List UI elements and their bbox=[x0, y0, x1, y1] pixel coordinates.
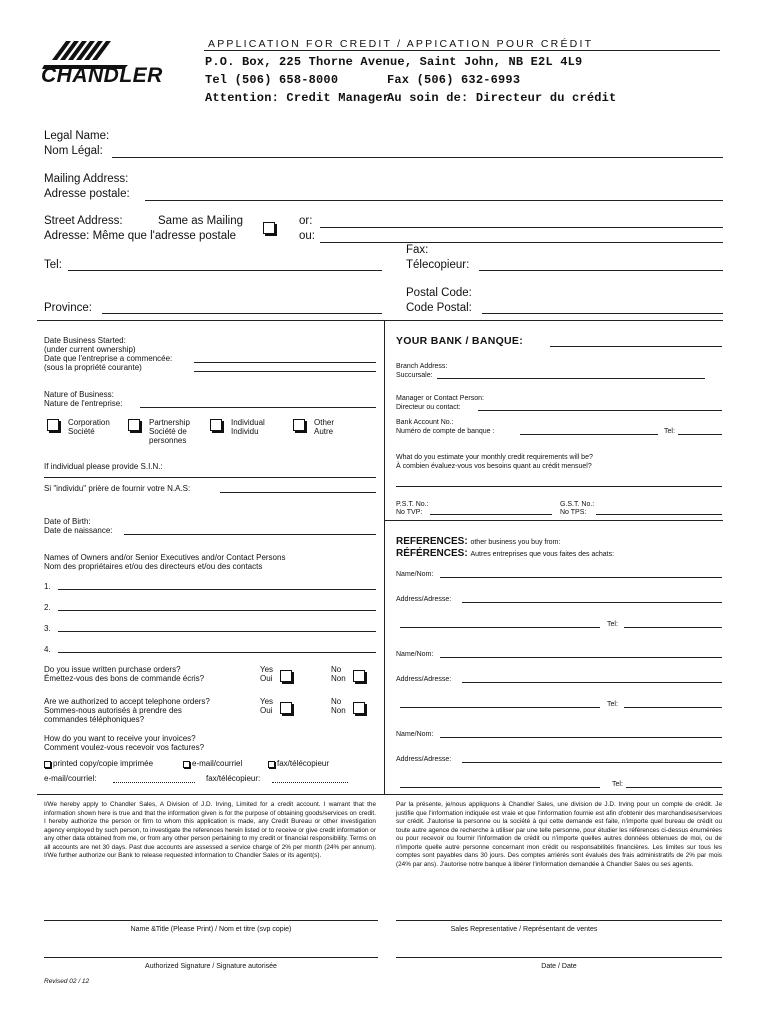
same-as-mailing-label: Same as Mailing bbox=[158, 215, 244, 227]
fax-field-label: fax/télécopieur: bbox=[206, 774, 261, 783]
po-yes-checkbox[interactable] bbox=[280, 670, 292, 682]
ref2-name-label: Name/Nom: bbox=[396, 651, 434, 658]
date-started-field-2[interactable] bbox=[194, 371, 376, 372]
tvp-label: No TVP: bbox=[396, 509, 423, 516]
fax-option-checkbox[interactable] bbox=[268, 761, 275, 768]
gst-field[interactable] bbox=[596, 514, 722, 515]
po-question-fr: Émettez-vous des bons de commande écris? bbox=[44, 674, 205, 683]
owner-3-number: 3. bbox=[44, 624, 51, 633]
ref2-name-field[interactable] bbox=[440, 657, 722, 658]
references-subheading-fr: Autres entreprises que vous faites des achats: bbox=[470, 551, 615, 558]
manager-label: Manager or Contact Person: bbox=[396, 395, 484, 402]
bank-tel-label: Tel: bbox=[664, 428, 675, 435]
sin-field[interactable] bbox=[44, 477, 376, 478]
legal-text-fr: Par la présente, je/nous appliquons à Chandler Sales, une division de J.D. Irving pour un compte de crédit. Je justifie que l'information indiquée est vraie et que l'information fournie est afin d'obtenir des marchandises/services sur crédit. J'autorise la personne ou la société à qui cette demande est faite, n'importe quel bureau de crédit ou toute autre agence de recherche à utiliser par une telle personne, pour étudier les références ci-dessus énumérées ou pour recevoir ou fournir l'information de crédit ou n'importe quelles autres données obtenues de moi, ou de n'importe quelle autre personne concernant mon crédit ou responsabilités financières. Les limites sur tous les comptes sont payables dans 30 jours. Des comptes arriérés sont évalués des frais administratifs de 2% par mois (24% par ans). J'autorise notre banque à libérer l'information demandée à Chandler Sales ou ses agents. bbox=[396, 801, 722, 868]
dob-label-fr: Date de naissance: bbox=[44, 526, 113, 535]
phone-orders-question-fr2: commandes téléphoniques? bbox=[44, 715, 145, 724]
fax-label-fr: Télecopieur: bbox=[406, 259, 470, 271]
owners-label: Names of Owners and/or Senior Executives and/or Contact Persons bbox=[44, 553, 286, 562]
province-field[interactable] bbox=[102, 313, 382, 314]
ref3-address-label: Address/Adresse: bbox=[396, 756, 452, 763]
branch-label-fr: Succursale: bbox=[396, 372, 433, 379]
po-question: Do you issue written purchase orders? bbox=[44, 665, 181, 674]
individual-checkbox[interactable] bbox=[210, 419, 222, 431]
branch-label: Branch Address: bbox=[396, 363, 448, 370]
bank-title: YOUR BANK / BANQUE: bbox=[396, 335, 524, 347]
street-alt-field-2[interactable] bbox=[320, 242, 723, 243]
title-underline bbox=[204, 50, 720, 51]
dob-field[interactable] bbox=[124, 534, 376, 535]
po-yes-label: Yes bbox=[260, 665, 274, 674]
sales-rep-caption: Sales Representative / Représentant de ventes bbox=[450, 926, 598, 933]
signature-caption: Authorized Signature / Signature autorisée bbox=[145, 963, 277, 970]
nature-label-fr: Nature de l'entreprise: bbox=[44, 399, 123, 408]
date-started-field[interactable] bbox=[194, 362, 376, 363]
invoice-question-fr: Comment voulez-vous recevoir vos factures? bbox=[44, 743, 205, 752]
revision-note: Revised 02 / 12 bbox=[44, 978, 90, 985]
ref3-address-field-2[interactable] bbox=[400, 787, 600, 788]
corporation-checkbox[interactable] bbox=[47, 419, 59, 431]
ref2-address-field-2[interactable] bbox=[400, 707, 600, 708]
owner-4-number: 4. bbox=[44, 645, 51, 654]
account-field[interactable] bbox=[520, 434, 658, 435]
email-field[interactable] bbox=[113, 782, 195, 783]
ref1-address-label: Address/Adresse: bbox=[396, 596, 452, 603]
phone-no-label: No bbox=[331, 697, 342, 706]
individual-label: Individual bbox=[231, 418, 265, 427]
owner-3-field[interactable] bbox=[58, 631, 376, 632]
pst-label: P.S.T. No.: bbox=[396, 501, 429, 508]
po-no-checkbox[interactable] bbox=[353, 670, 365, 682]
logo bbox=[38, 38, 188, 88]
fax-label: Fax: bbox=[406, 244, 429, 256]
signature-line[interactable] bbox=[44, 957, 378, 958]
mailing-label: Mailing Address: bbox=[44, 173, 129, 185]
ref3-tel-label: Tel: bbox=[612, 781, 623, 788]
monthly-question-fr: À combien évaluez-vous vos besoins quant au crédit mensuel? bbox=[396, 463, 592, 470]
references-subheading: other business you buy from: bbox=[470, 539, 561, 546]
branch-field[interactable] bbox=[437, 378, 705, 379]
section-divider-right bbox=[384, 520, 723, 521]
ref1-name-label: Name/Nom: bbox=[396, 571, 434, 578]
email-option-label: e-mail/courriel bbox=[192, 759, 243, 768]
ref1-tel-label: Tel: bbox=[607, 621, 618, 628]
street-label: Street Address: bbox=[44, 215, 123, 227]
legal-text-en: I/We hereby apply to Chandler Sales, A Division of J.D. Irving, Limited for a credit account. I warrant that the information shown here is true and that the information given is for the purpose of obtaining goods/services on credit. I hereby authorize the person or firm to whom this application is made, any Credit Bureau or other investigation agency employed by such person, to investigate the references herein listed or to receive or give credit information or any other data obtained from me, or from any other person pertaining to my credit or financial responsibility. Terms on all accounts are net 30 days. Past due accounts are assessed a service charge of 2% per month (24% per annum). I/We further authorize our Bank to release requested information to Chandler Sales or its agent(s). bbox=[44, 801, 376, 859]
po-no-label: No bbox=[331, 665, 342, 674]
fax-option-field[interactable] bbox=[272, 782, 348, 783]
postal-field[interactable] bbox=[482, 313, 723, 314]
pst-field[interactable] bbox=[430, 514, 552, 515]
email-field-label: e-mail/courriel: bbox=[44, 774, 97, 783]
postal-label-fr: Code Postal: bbox=[406, 302, 472, 314]
street-alt-field-1[interactable] bbox=[320, 227, 723, 228]
fax-option-label: fax/télécopieur bbox=[277, 759, 330, 768]
province-label: Province: bbox=[44, 302, 92, 314]
same-as-mailing-checkbox[interactable] bbox=[263, 222, 275, 234]
printed-copy-checkbox[interactable] bbox=[44, 761, 51, 768]
mailing-field[interactable] bbox=[145, 200, 723, 201]
attention-fr: Au soin de: Directeur du crédit bbox=[387, 91, 617, 105]
company-tel: Tel (506) 658-8000 bbox=[205, 73, 339, 87]
date-line[interactable] bbox=[396, 957, 722, 958]
ou-label: ou: bbox=[299, 230, 315, 242]
legal-name-label: Legal Name: bbox=[44, 130, 110, 142]
manager-field[interactable] bbox=[478, 410, 722, 411]
owner-1-field[interactable] bbox=[58, 589, 376, 590]
section-divider-vertical bbox=[384, 320, 385, 794]
nas-label: Si "individu" prière de fournir votre N.A.S: bbox=[44, 484, 191, 493]
tel-label: Tel: bbox=[44, 259, 62, 271]
account-label-fr: Numéro de compte de banque : bbox=[396, 428, 495, 435]
po-non-label: Non bbox=[331, 674, 346, 683]
owner-2-number: 2. bbox=[44, 603, 51, 612]
form-title: APPLICATION FOR CREDIT / APPICATION POUR CRÉDIT bbox=[208, 38, 594, 50]
nas-field[interactable] bbox=[220, 492, 376, 493]
section-divider-top bbox=[37, 320, 723, 321]
invoice-question: How do you want to receive your invoices? bbox=[44, 734, 196, 743]
ref2-address-field[interactable] bbox=[462, 682, 722, 683]
ref3-address-field[interactable] bbox=[462, 762, 722, 763]
company-fax: Fax (506) 632-6993 bbox=[387, 73, 521, 87]
nature-field[interactable] bbox=[140, 407, 376, 408]
ref1-address-field[interactable] bbox=[462, 602, 722, 603]
other-checkbox[interactable] bbox=[293, 419, 305, 431]
or-label: or: bbox=[299, 215, 313, 227]
ref1-name-field[interactable] bbox=[440, 577, 722, 578]
phone-no-checkbox[interactable] bbox=[353, 702, 365, 714]
account-label: Bank Account No.: bbox=[396, 419, 454, 426]
references-heading: REFERENCES: bbox=[396, 536, 468, 547]
partnership-checkbox[interactable] bbox=[128, 419, 140, 431]
attention: Attention: Credit Manager bbox=[205, 91, 391, 105]
partnership-label: Partnership bbox=[149, 418, 190, 427]
company-address: P.O. Box, 225 Thorne Avenue, Saint John, NB E2L 4L9 bbox=[205, 55, 583, 69]
ref3-name-label: Name/Nom: bbox=[396, 731, 434, 738]
logo-wordmark: CHANDLER bbox=[41, 64, 163, 87]
ref1-tel-field[interactable] bbox=[624, 627, 722, 628]
current-ownership-label: (under current ownership) bbox=[44, 345, 136, 354]
phone-orders-question-fr1: Sommes-nous autorisés à prendre des bbox=[44, 706, 182, 715]
street-label-fr: Adresse: Même que l'adresse postale bbox=[44, 230, 237, 242]
gst-label: G.S.T. No.: bbox=[560, 501, 595, 508]
legal-name-label-fr: Nom Légal: bbox=[44, 145, 103, 157]
ref2-tel-field[interactable] bbox=[624, 707, 722, 708]
ref1-address-field-2[interactable] bbox=[400, 627, 600, 628]
ref3-name-field[interactable] bbox=[440, 737, 722, 738]
section-divider-bottom bbox=[37, 794, 723, 795]
po-oui-label: Oui bbox=[260, 674, 273, 683]
references-title-fr bbox=[396, 548, 614, 561]
name-title-line[interactable] bbox=[44, 920, 378, 921]
date-started-label-fr: Date que l'entreprise a commencée: bbox=[44, 354, 173, 363]
fax-field[interactable] bbox=[479, 270, 723, 271]
references-heading-fr: RÉFÉRENCES: bbox=[396, 548, 468, 559]
date-started-label: Date Business Started: bbox=[44, 336, 126, 345]
current-ownership-label-fr: (sous la propriété courante) bbox=[44, 363, 142, 372]
tps-label: No TPS: bbox=[560, 509, 587, 516]
owner-4-field[interactable] bbox=[58, 652, 376, 653]
sales-rep-line[interactable] bbox=[396, 920, 722, 921]
legal-name-field[interactable] bbox=[112, 157, 723, 158]
bank-field[interactable] bbox=[550, 346, 722, 347]
ref2-tel-label: Tel: bbox=[607, 701, 618, 708]
printed-copy-label: printed copy/copie imprimée bbox=[53, 759, 154, 768]
ref2-address-label: Address/Adresse: bbox=[396, 676, 452, 683]
other-label-fr: Autre bbox=[314, 427, 334, 436]
postal-label: Postal Code: bbox=[406, 287, 472, 299]
phone-orders-question: Are we authorized to accept telephone orders? bbox=[44, 697, 210, 706]
other-label: Other bbox=[314, 418, 335, 427]
phone-oui-label: Oui bbox=[260, 706, 273, 715]
tel-field[interactable] bbox=[68, 270, 382, 271]
owner-2-field[interactable] bbox=[58, 610, 376, 611]
email-option-checkbox[interactable] bbox=[183, 761, 190, 768]
date-caption: Date / Date bbox=[541, 963, 577, 970]
partnership-label-fr1: Société de bbox=[149, 427, 187, 436]
corporation-label-fr: Société bbox=[68, 427, 95, 436]
phone-non-label: Non bbox=[331, 706, 346, 715]
owners-label-fr: Nom des propriétaires et/ou des directeurs et/ou des contacts bbox=[44, 562, 263, 571]
dob-label: Date of Birth: bbox=[44, 517, 91, 526]
monthly-question: What do you estimate your monthly credit requirements will be? bbox=[396, 454, 593, 461]
owner-1-number: 1. bbox=[44, 582, 51, 591]
ref3-tel-field[interactable] bbox=[626, 787, 722, 788]
phone-yes-label: Yes bbox=[260, 697, 274, 706]
bank-tel-field[interactable] bbox=[678, 434, 722, 435]
phone-yes-checkbox[interactable] bbox=[280, 702, 292, 714]
sin-label: If individual please provide S.I.N.: bbox=[44, 462, 163, 471]
mailing-label-fr: Adresse postale: bbox=[44, 188, 130, 200]
monthly-field[interactable] bbox=[396, 486, 722, 487]
nature-label: Nature of Business: bbox=[44, 390, 114, 399]
corporation-label: Corporation bbox=[68, 418, 110, 427]
partnership-label-fr2: personnes bbox=[149, 436, 187, 445]
name-title-caption: Name &Title (Please Print) / Nom et titre (svp copie) bbox=[130, 926, 292, 933]
individual-label-fr: Individu bbox=[231, 427, 259, 436]
manager-label-fr: Directeur ou contact: bbox=[396, 404, 461, 411]
